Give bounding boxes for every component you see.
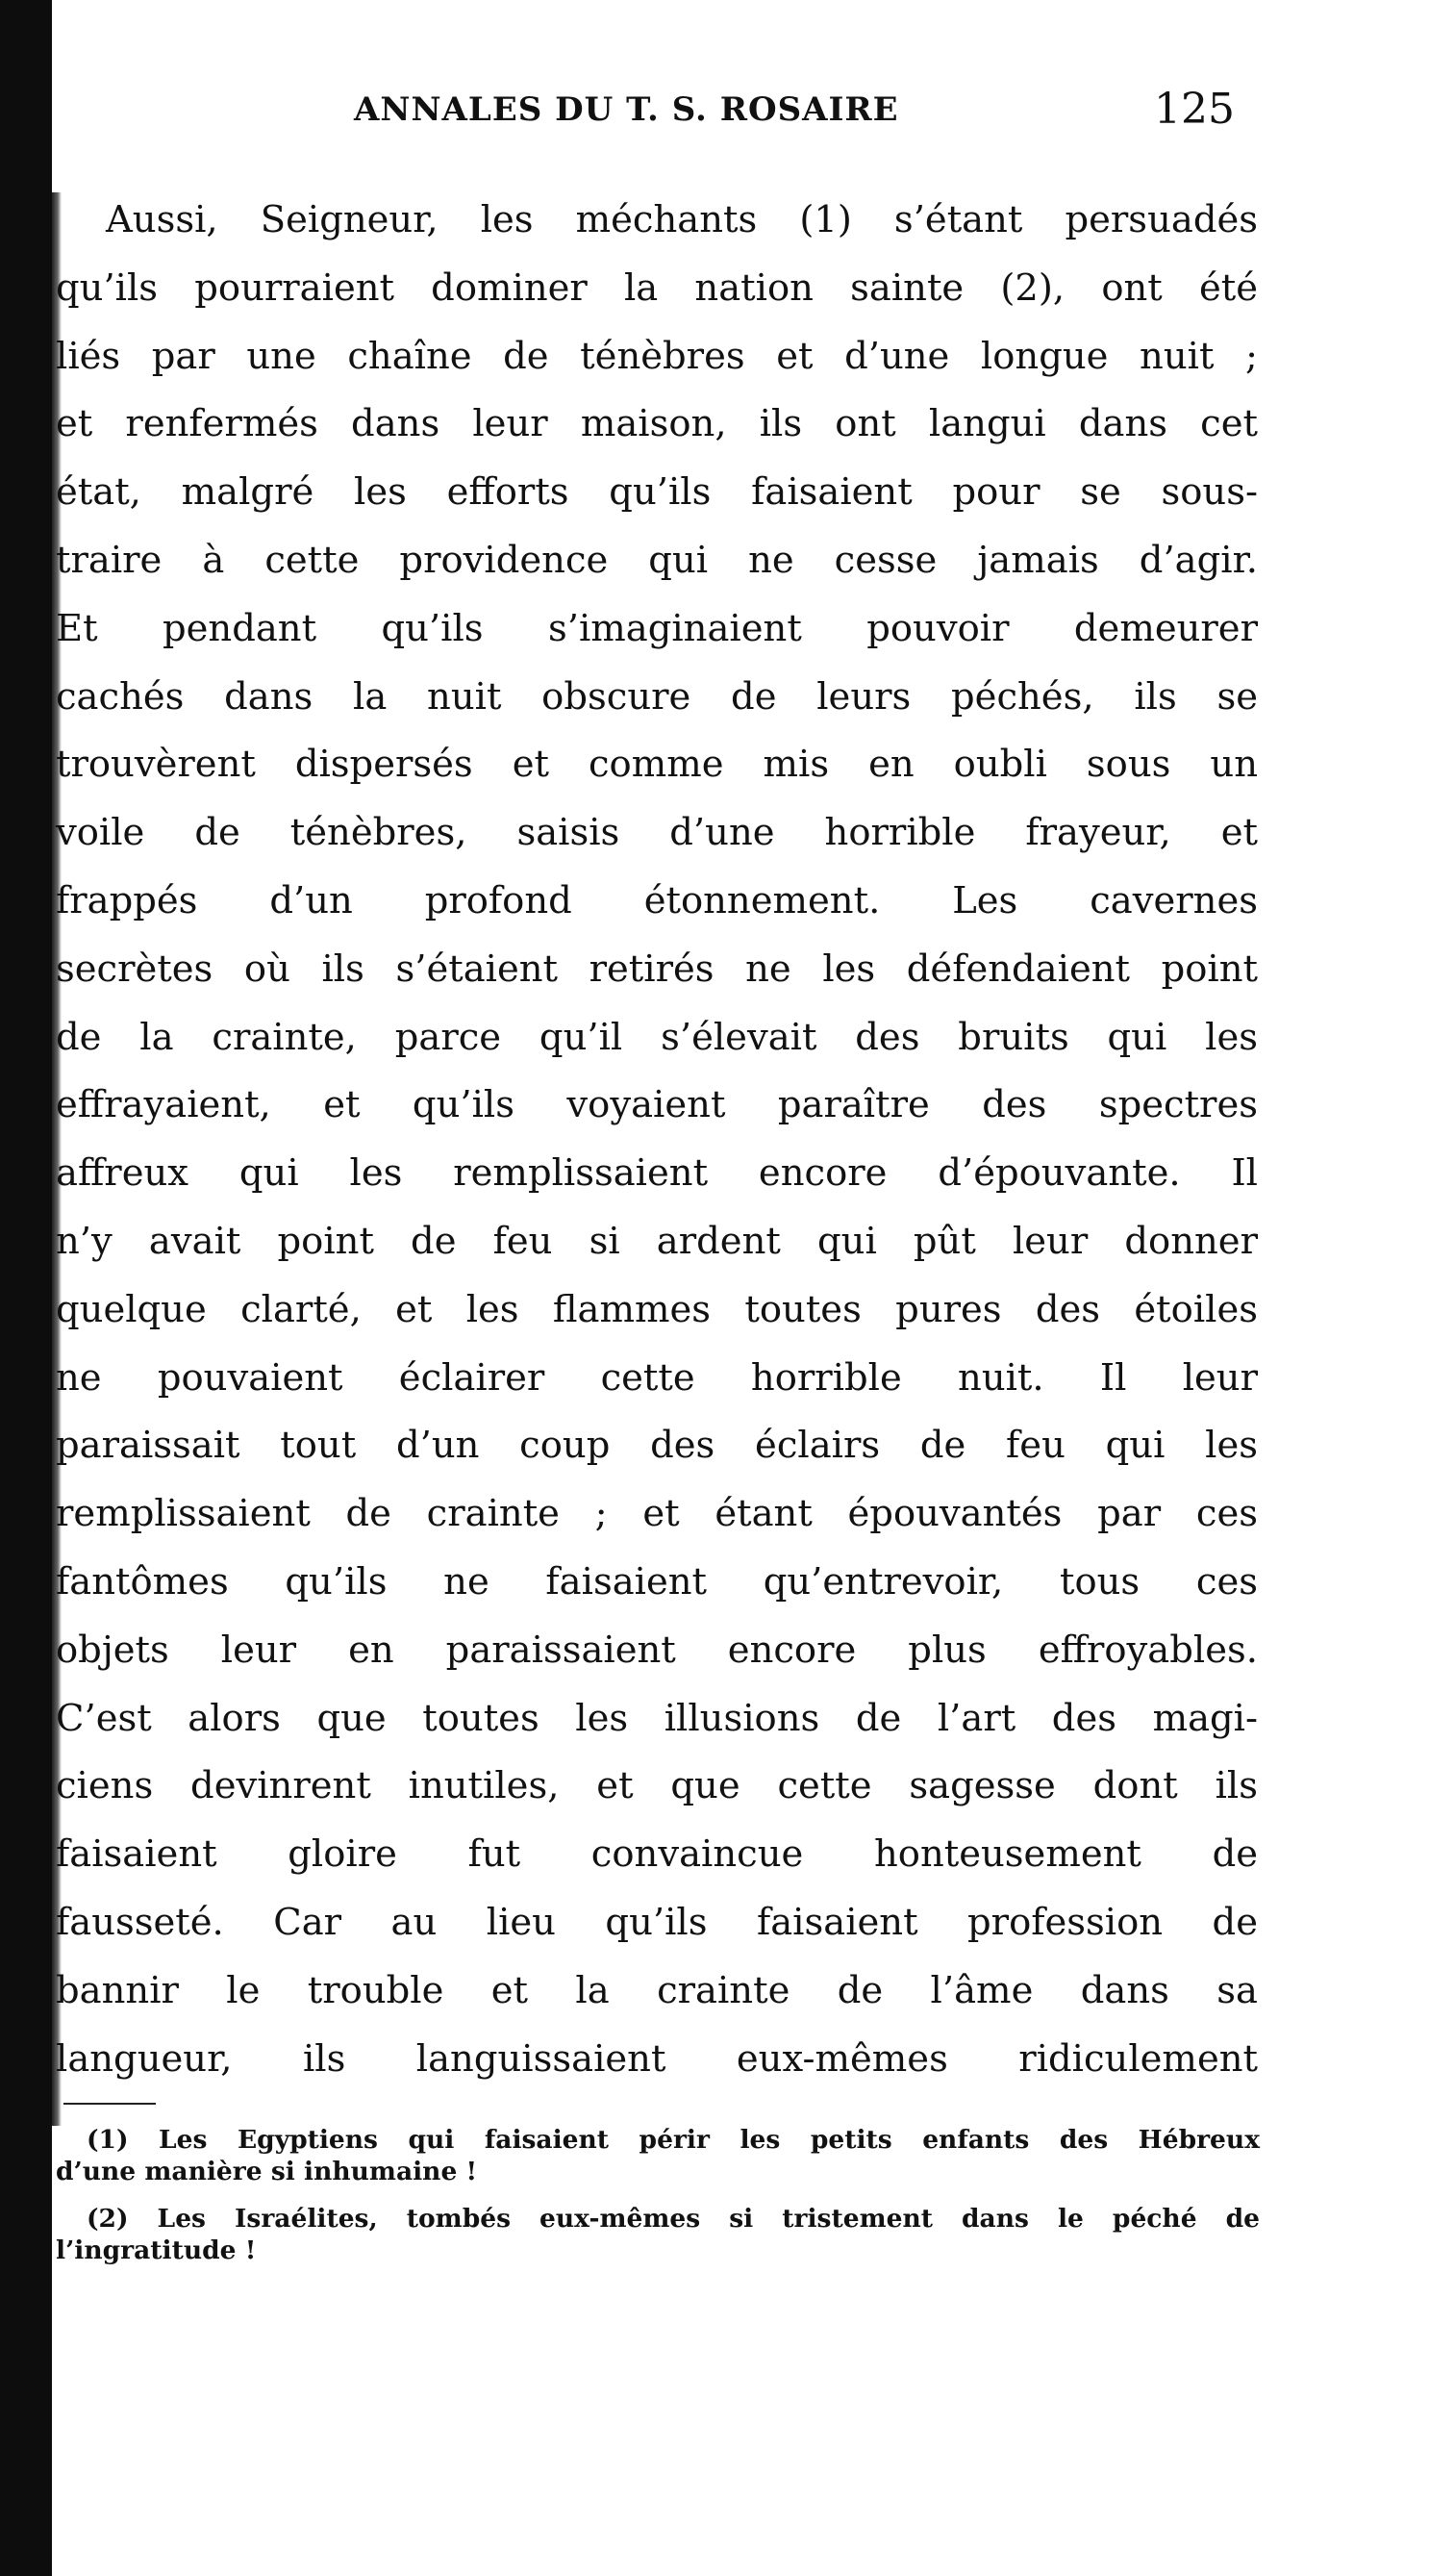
footnote-line: (1) Les Egyptiens qui faisaient périr les petits enfants des Hébreux	[87, 2125, 1260, 2155]
text-line: traire à cette providence qui ne cesse jamais d’agir.	[56, 538, 1258, 582]
text-line: fantômes qu’ils ne faisaient qu’entrevoir, tous ces	[56, 1559, 1258, 1604]
footnote-separator	[63, 2103, 156, 2105]
text-line: ciens devinrent inutiles, et que cette sagesse dont ils	[56, 1764, 1258, 1808]
text-line: frappés d’un profond étonnement. Les cavernes	[56, 878, 1258, 922]
text-line: ne pouvaient éclairer cette horrible nuit. Il leur	[56, 1355, 1258, 1400]
running-head	[0, 85, 1429, 142]
text-line: de la crainte, parce qu’il s’élevait des bruits qui les	[56, 1015, 1258, 1059]
text-line: langueur, ils languissaient eux-mêmes ridiculement	[56, 2036, 1258, 2081]
footnote-line: (2) Les Israélites, tombés eux-mêmes si tristement dans le péché de	[87, 2204, 1260, 2234]
text-line: Aussi, Seigneur, les méchants (1) s’étant persuadés	[106, 198, 1258, 241]
text-line: bannir le trouble et la crainte de l’âme dans sa	[56, 1968, 1258, 2012]
body-text	[56, 187, 1258, 2093]
text-line: cachés dans la nuit obscure de leurs péchés, ils se	[56, 674, 1258, 719]
text-line: C’est alors que toutes les illusions de l’art des magi-	[56, 1696, 1258, 1740]
text-line: liés par une chaîne de ténèbres et d’une longue nuit ;	[56, 334, 1258, 378]
footnote-line: l’ingratitude !	[56, 2235, 257, 2265]
text-line: trouvèrent dispersés et comme mis en oubli sous un	[56, 743, 1258, 787]
text-line: et renfermés dans leur maison, ils ont langui dans cet	[56, 402, 1258, 446]
text-line: effrayaient, et qu’ils voyaient paraître des spectres	[56, 1083, 1258, 1127]
text-line: n’y avait point de feu si ardent qui pût leur donner	[56, 1219, 1258, 1263]
running-title: ANNALES DU T. S. ROSAIRE	[354, 90, 899, 129]
text-line: paraissait tout d’un coup des éclairs de feu qui les	[56, 1424, 1258, 1468]
text-line: remplissaient de crainte ; et étant épouvantés par ces	[56, 1492, 1258, 1536]
footnote-line: d’une manière si inhumaine !	[56, 2157, 478, 2186]
text-line: secrètes où ils s’étaient retirés ne les défendaient point	[56, 947, 1258, 991]
page-number: 125	[1154, 85, 1235, 134]
footnote-2	[56, 2203, 1260, 2266]
text-line: Et pendant qu’ils s’imaginaient pouvoir demeurer	[56, 606, 1258, 650]
text-line: objets leur en paraissaient encore plus effroyables.	[56, 1628, 1258, 1672]
book-binding-edge	[0, 0, 52, 2576]
footnotes	[56, 2124, 1260, 2282]
text-line: qu’ils pourraient dominer la nation sainte (2), ont été	[56, 265, 1258, 310]
text-line: fausseté. Car au lieu qu’ils faisaient profession de	[56, 1900, 1258, 1944]
text-line: affreux qui les remplissaient encore d’épouvante. Il	[56, 1151, 1258, 1196]
text-line: voile de ténèbres, saisis d’une horrible frayeur, et	[56, 811, 1258, 855]
text-line: état, malgré les efforts qu’ils faisaient pour se sous-	[56, 470, 1258, 515]
text-line: quelque clarté, et les flammes toutes pures des étoiles	[56, 1287, 1258, 1331]
text-line: faisaient gloire fut convaincue honteusement de	[56, 1832, 1258, 1877]
footnote-1	[56, 2124, 1260, 2187]
